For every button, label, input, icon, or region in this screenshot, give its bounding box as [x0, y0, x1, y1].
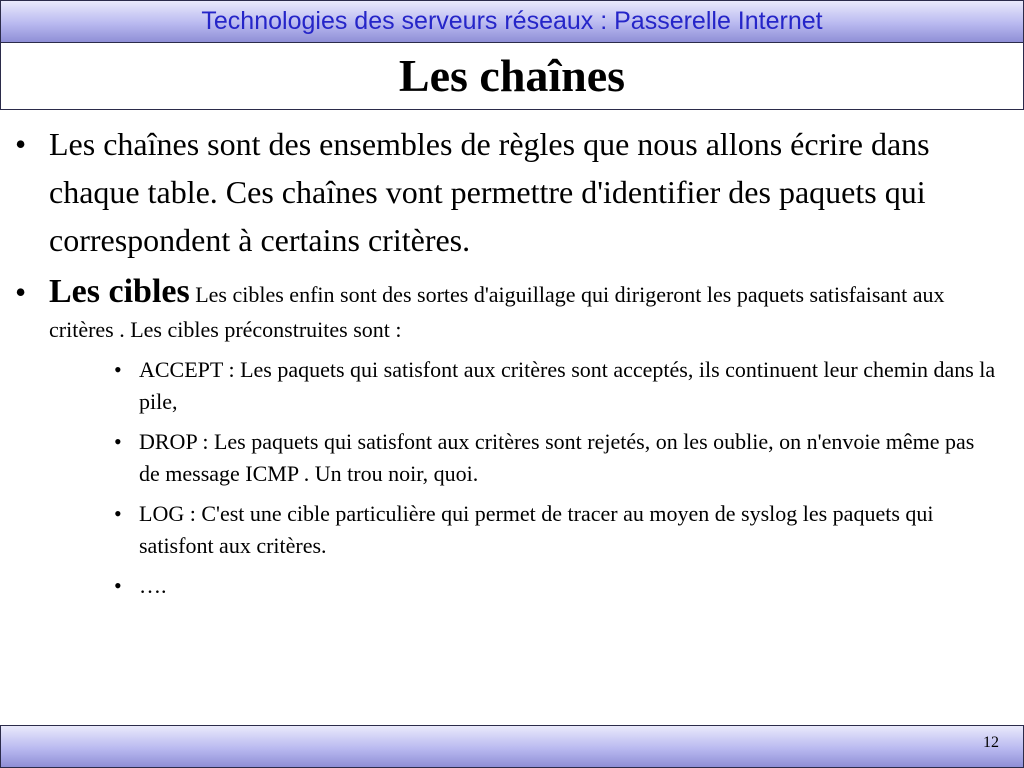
sub-bullet-ellipsis	[114, 570, 1000, 602]
page-number: 12	[983, 734, 999, 751]
header-bar	[0, 0, 1024, 43]
sub-bullet-accept	[114, 354, 1000, 418]
bullet-item-chaines	[15, 120, 1012, 264]
sub-bullet-dot: •	[114, 573, 122, 598]
sub-bullet-dot: •	[114, 429, 122, 454]
bullet-item-cibles	[15, 270, 1012, 346]
sub-bullet-text: ….	[139, 573, 167, 598]
sub-bullet-drop	[114, 426, 1000, 490]
sub-bullet-text: DROP : Les paquets qui satisfont aux critères sont rejetés, on les oublie, on n'envoie même pas de message ICMP . Un trou noir, quoi.	[139, 429, 975, 486]
sub-bullet-dot: •	[114, 501, 122, 526]
sub-bullet-text: ACCEPT : Les paquets qui satisfont aux critères sont acceptés, ils continuent leur chemin dans la pile,	[139, 357, 996, 414]
bullet-heading: Les cibles	[49, 273, 190, 310]
slide-title-box	[0, 43, 1024, 110]
header-text: Technologies des serveurs réseaux : Passerelle Internet	[201, 7, 823, 35]
slide-title: Les chaînes	[398, 50, 626, 101]
bullet-dot: •	[15, 126, 27, 162]
bullet-text: Les chaînes sont des ensembles de règles que nous allons écrire dans chaque table. Ces chaînes vont permettre d'identifier des paquets qui correspondent à certains critères.	[49, 126, 930, 258]
bullet-dot: •	[15, 274, 27, 310]
bullet-text: Les cibles enfin sont des sortes d'aiguillage qui dirigeront les paquets satisfaisant aux critères . Les cibles préconstruites sont :	[49, 282, 945, 342]
sub-bullet-dot: •	[114, 357, 122, 382]
sub-bullet-log	[114, 498, 1000, 562]
slide-content	[0, 120, 1024, 602]
footer-bar	[0, 725, 1024, 768]
sub-bullet-text: LOG : C'est une cible particulière qui permet de tracer au moyen de syslog les paquets qui satisfont aux critères.	[139, 501, 934, 558]
